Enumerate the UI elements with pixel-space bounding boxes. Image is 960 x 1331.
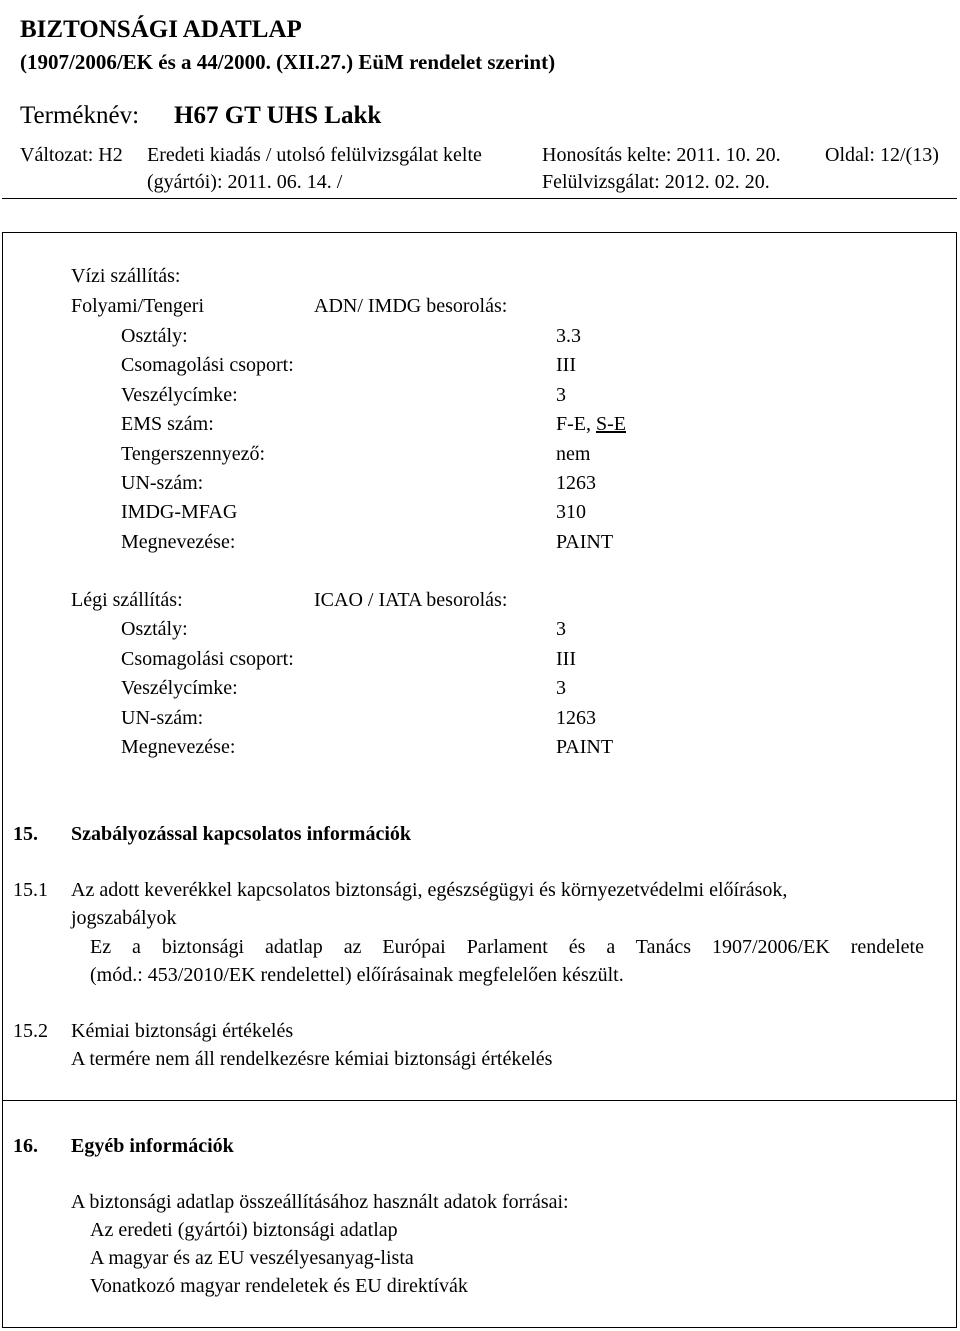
section15-bottom-border: [2, 1100, 957, 1101]
air-row-value: 3: [556, 618, 566, 640]
page-number: Oldal: 12/(13): [825, 144, 939, 166]
section15-1-text-line2: (mód.: 453/2010/EK rendelettel) előírásainak megfelelően készült.: [90, 964, 624, 986]
air-transport-heading: Légi szállítás:: [71, 589, 183, 611]
sources-label: A biztonsági adatlap összeállításához használt adatok forrásai:: [71, 1191, 569, 1213]
air-row-value: 3: [556, 677, 566, 699]
water-row-label: UN-szám:: [121, 472, 204, 494]
air-row-label: Csomagolási csoport:: [121, 648, 294, 670]
water-row-label: Osztály:: [121, 325, 188, 347]
box-bottom-border: [2, 1327, 957, 1328]
air-row-value: PAINT: [556, 736, 614, 758]
box-top-border: [2, 232, 957, 233]
box-left-border: [2, 232, 3, 1328]
header-divider: [2, 198, 957, 199]
water-row-label: Veszélycímke:: [121, 384, 238, 406]
source-item: Vonatkozó magyar rendeletek és EU direktívák: [90, 1275, 468, 1297]
ems-value-b: S-E: [596, 413, 626, 435]
air-row-value: III: [556, 648, 576, 670]
version: Változat: H2: [20, 144, 123, 166]
water-row-value: [556, 414, 626, 434]
air-classification: ICAO / IATA besorolás:: [314, 589, 508, 611]
original-issue-line2: (gyártói): 2011. 06. 14. /: [147, 171, 343, 193]
section15-2-text: A termére nem áll rendelkezésre kémiai biztonsági értékelés: [71, 1048, 553, 1070]
water-row-value: 310: [556, 501, 586, 523]
source-item: Az eredeti (gyártói) biztonsági adatlap: [90, 1219, 398, 1241]
water-row-label: IMDG-MFAG: [121, 501, 238, 523]
water-transport-heading: Vízi szállítás:: [71, 265, 181, 287]
water-row-label: Megnevezése:: [121, 531, 236, 553]
water-row-label: Csomagolási csoport:: [121, 354, 294, 376]
air-row-label: Veszélycímke:: [121, 677, 238, 699]
water-classification: ADN/ IMDG besorolás:: [314, 295, 508, 317]
air-row-label: Osztály:: [121, 618, 188, 640]
section16-number: 16.: [13, 1135, 38, 1157]
water-row-label: Tengerszennyező:: [121, 443, 266, 465]
section15-1-title-line1: Az adott keverékkel kapcsolatos biztonsági, egészségügyi és környezetvédelmi előírások,: [71, 879, 788, 901]
water-row-label: EMS szám:: [121, 413, 214, 435]
box-right-border: [956, 232, 957, 1328]
regulation-subtitle: (1907/2006/EK és a 44/2000. (XII.27.) EüM rendelet szerint): [20, 50, 556, 74]
section15-2-title: Kémiai biztonsági értékelés: [71, 1020, 294, 1042]
section15-number: 15.: [13, 823, 38, 845]
air-row-label: UN-szám:: [121, 707, 204, 729]
water-row-value: PAINT: [556, 531, 614, 553]
localisation-date: Honosítás kelte: 2011. 10. 20.: [542, 144, 781, 166]
section15-1-title-line2: jogszabályok: [71, 907, 177, 929]
section15-title: Szabályozással kapcsolatos információk: [71, 823, 412, 845]
ems-value-a: F-E,: [556, 413, 596, 435]
product-name: H67 GT UHS Lakk: [174, 102, 382, 129]
water-row-value: 1263: [556, 472, 596, 494]
section15-2-number: 15.2: [13, 1020, 48, 1042]
water-row-value: 3: [556, 384, 566, 406]
section15-1-text-line1: Ez a biztonsági adatlap az Európai Parlament és a Tanács 1907/2006/EK rendelete: [90, 936, 924, 958]
water-row-value: 3.3: [556, 325, 581, 347]
section16-title: Egyéb információk: [71, 1135, 234, 1157]
document-title: BIZTONSÁGI ADATLAP: [20, 16, 302, 43]
review-date: Felülvizsgálat: 2012. 02. 20.: [542, 171, 770, 193]
source-item: A magyar és az EU veszélyesanyag-lista: [90, 1247, 414, 1269]
air-row-value: 1263: [556, 707, 596, 729]
original-issue-line1: Eredeti kiadás / utolsó felülvizsgálat kelte: [147, 144, 482, 166]
product-label: Terméknév:: [20, 102, 140, 129]
section15-1-number: 15.1: [13, 879, 48, 901]
water-row-value: nem: [556, 443, 591, 465]
air-row-label: Megnevezése:: [121, 736, 236, 758]
water-transport-sub: Folyami/Tengeri: [71, 295, 205, 317]
water-row-value: III: [556, 354, 576, 376]
